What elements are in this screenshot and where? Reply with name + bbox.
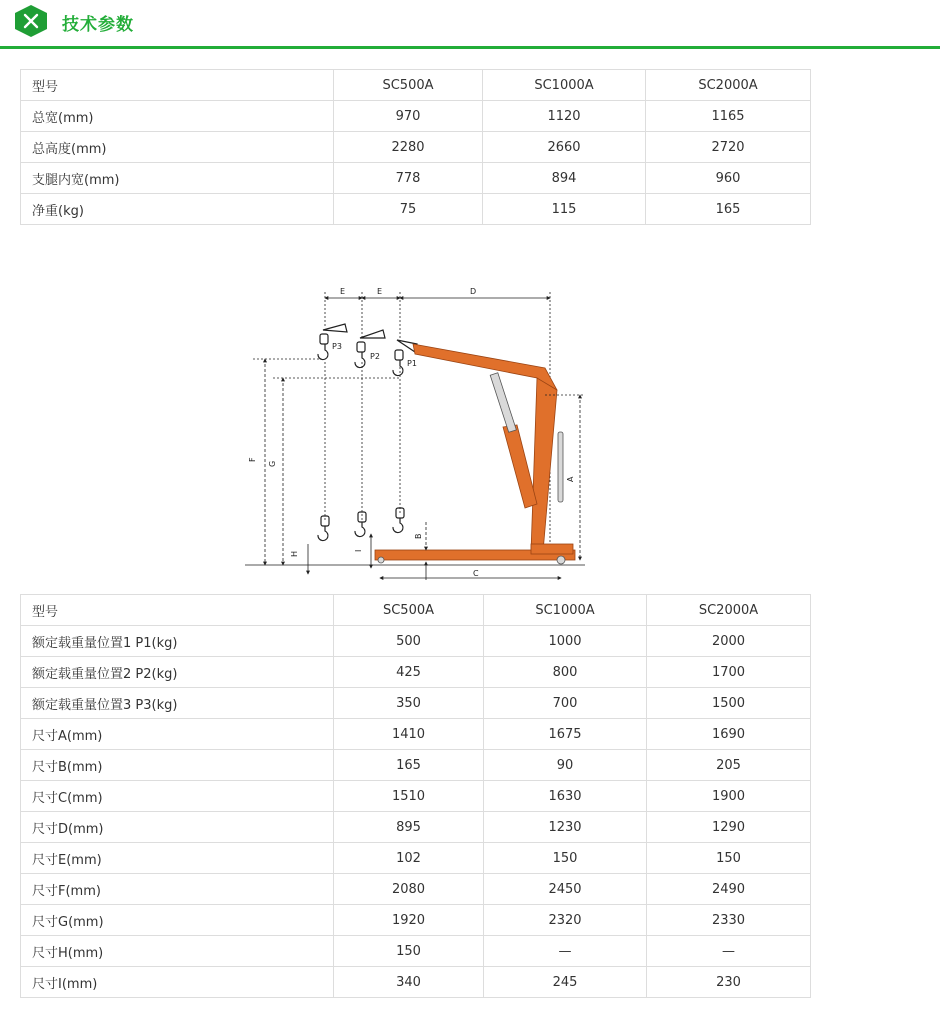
table-cell: 150 (334, 936, 484, 967)
table-cell: 2490 (647, 874, 811, 905)
table-cell: 350 (334, 688, 484, 719)
table-row (21, 874, 811, 905)
table-cell: 2330 (647, 905, 811, 936)
hook-guides (325, 362, 400, 522)
table-header-cell: SC1000A (483, 70, 646, 101)
table-row (21, 719, 811, 750)
table-cell: 支腿内宽(mm) (21, 163, 334, 194)
table-cell: 90 (484, 750, 647, 781)
table-cell: 778 (334, 163, 483, 194)
table-row (21, 905, 811, 936)
table-cell: 894 (483, 163, 646, 194)
table-cell: 2280 (334, 132, 483, 163)
table-row (21, 750, 811, 781)
table-header-row (21, 595, 811, 626)
label-p1: P1 (407, 359, 417, 368)
table-row (21, 657, 811, 688)
table-cell: 总宽(mm) (21, 101, 334, 132)
table-cell: 额定载重量位置3 P3(kg) (21, 688, 334, 719)
table-cell: 1510 (334, 781, 484, 812)
label-p3: P3 (332, 342, 342, 351)
table-cell: 800 (484, 657, 647, 688)
label-p2: P2 (370, 352, 380, 361)
table-cell: 尺寸B(mm) (21, 750, 334, 781)
table-header-cell: SC2000A (646, 70, 811, 101)
table-cell: 205 (647, 750, 811, 781)
basic-spec-table (20, 69, 811, 225)
table-header-cell: SC500A (334, 595, 484, 626)
table-cell: 340 (334, 967, 484, 998)
table-cell: 230 (647, 967, 811, 998)
table-cell: 165 (646, 194, 811, 225)
label-d: D (470, 287, 477, 296)
table-row (21, 163, 811, 194)
table-cell: 额定载重量位置1 P1(kg) (21, 626, 334, 657)
table-cell: 2450 (484, 874, 647, 905)
table-header-cell: SC500A (334, 70, 483, 101)
crane-dimension-diagram (245, 282, 590, 582)
table-cell: 102 (334, 843, 484, 874)
label-e2: E (377, 287, 383, 296)
table-cell: 2000 (647, 626, 811, 657)
label-c: C (473, 569, 479, 578)
table-cell: 1500 (647, 688, 811, 719)
table-cell: 尺寸G(mm) (21, 905, 334, 936)
table-cell: 1000 (484, 626, 647, 657)
label-a: A (566, 476, 575, 482)
label-b: B (414, 533, 423, 539)
table-cell: 1700 (647, 657, 811, 688)
table-cell: 2720 (646, 132, 811, 163)
table-cell: 2080 (334, 874, 484, 905)
table-row (21, 812, 811, 843)
table-cell: 尺寸H(mm) (21, 936, 334, 967)
table-cell: 尺寸D(mm) (21, 812, 334, 843)
table-cell: 总高度(mm) (21, 132, 334, 163)
table-cell: 75 (334, 194, 483, 225)
table-cell: 1290 (647, 812, 811, 843)
table-row (21, 626, 811, 657)
table-cell: 165 (334, 750, 484, 781)
table-cell: 1920 (334, 905, 484, 936)
table-cell: 1690 (647, 719, 811, 750)
label-h: H (290, 550, 299, 557)
table-header-cell: SC1000A (484, 595, 647, 626)
table-cell: 尺寸C(mm) (21, 781, 334, 812)
table-cell: 1410 (334, 719, 484, 750)
table-cell: 115 (483, 194, 646, 225)
table-row (21, 688, 811, 719)
table-cell: 额定载重量位置2 P2(kg) (21, 657, 334, 688)
table-cell: 尺寸F(mm) (21, 874, 334, 905)
table-cell: 960 (646, 163, 811, 194)
table-header-row (21, 70, 811, 101)
table-cell: 425 (334, 657, 484, 688)
table-cell: 1900 (647, 781, 811, 812)
table-row (21, 101, 811, 132)
table-cell: 150 (647, 843, 811, 874)
close-x-icon (14, 4, 48, 38)
label-i: I (354, 549, 363, 552)
table-header-cell: 型号 (21, 595, 334, 626)
table-cell: — (647, 936, 811, 967)
table-header-cell: 型号 (21, 70, 334, 101)
label-g: G (268, 460, 277, 467)
label-e1: E (340, 287, 346, 296)
table-cell: 尺寸A(mm) (21, 719, 334, 750)
table-cell: — (484, 936, 647, 967)
table-cell: 1675 (484, 719, 647, 750)
table-cell: 500 (334, 626, 484, 657)
table-cell: 895 (334, 812, 484, 843)
section-header (0, 0, 940, 49)
table-row (21, 132, 811, 163)
table-cell: 2660 (483, 132, 646, 163)
table-header-cell: SC2000A (647, 595, 811, 626)
table-cell: 245 (484, 967, 647, 998)
table-cell: 1120 (483, 101, 646, 132)
label-f: F (248, 457, 257, 462)
table-cell: 净重(kg) (21, 194, 334, 225)
table-row (21, 936, 811, 967)
table-cell: 700 (484, 688, 647, 719)
table-row (21, 194, 811, 225)
lower-hooks (318, 508, 404, 541)
table-cell: 1630 (484, 781, 647, 812)
table-cell: 1165 (646, 101, 811, 132)
table-cell: 2320 (484, 905, 647, 936)
table-cell: 150 (484, 843, 647, 874)
table-row (21, 781, 811, 812)
crane-body (375, 344, 575, 560)
table-row (21, 843, 811, 874)
load-dimension-table (20, 594, 811, 998)
page-title: 技术参数 (62, 15, 134, 35)
table-cell: 1230 (484, 812, 647, 843)
table-row (21, 967, 811, 998)
table-cell: 尺寸I(mm) (21, 967, 334, 998)
table-cell: 970 (334, 101, 483, 132)
left-dimension-guides (253, 359, 400, 378)
table-cell: 尺寸E(mm) (21, 843, 334, 874)
